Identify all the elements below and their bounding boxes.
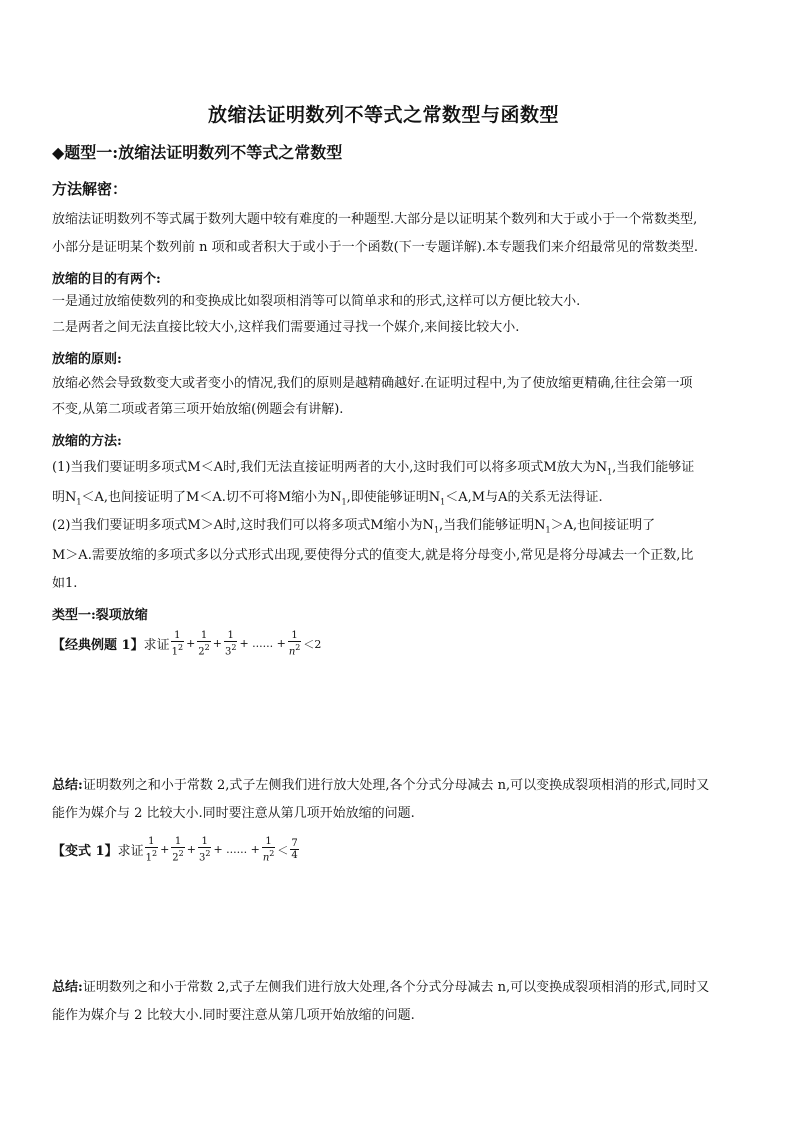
numerator: 1 <box>200 630 208 641</box>
method-heading: 方法解密： <box>52 180 128 198</box>
method-1-text-d: ＜A,也间接证明了M＜A.切不可将M缩小为N <box>81 490 342 505</box>
method-1-text-b: ,当我们能够证 <box>612 460 695 475</box>
variant-1-label: 【变式 1】 <box>52 844 118 860</box>
fraction-term-3 <box>198 836 211 863</box>
page-title: 放缩法证明数列不等式之常数型与函数型 <box>208 104 560 126</box>
denominator: $n^2$ <box>262 849 275 864</box>
summary-1-line-2: 能作为媒介与 2 比较大小.同时要注意从第几项开始放缩的问题. <box>52 806 415 821</box>
denominator: $n^2$ <box>288 643 301 658</box>
denominator: $1^2$ <box>145 849 158 864</box>
plus-sign: + <box>186 843 196 857</box>
numerator: 1 <box>148 836 155 847</box>
method-2-line-3: 如1. <box>52 576 78 591</box>
summary-1-label: 总结: <box>52 778 83 793</box>
denominator: $1^2$ <box>171 643 184 658</box>
numerator: 1 <box>174 836 182 847</box>
numerator: 7 <box>291 838 298 850</box>
variant-1-prefix: 求证 <box>117 844 144 860</box>
example-1-label: 【经典例题 1】 <box>52 638 144 654</box>
numerator: 1 <box>174 630 181 641</box>
principle-line-1: 放缩必然会导致数变大或者变小的情况,我们的原则是越精确越好.在证明过程中,为了使放缩更精确,往往会第一项 <box>52 376 693 391</box>
denominator: $2^2$ <box>198 643 210 658</box>
denominator: $3^2$ <box>198 849 211 864</box>
fraction-term-1 <box>145 836 158 863</box>
principle-heading: 放缩的原则: <box>52 352 122 367</box>
variant-1 <box>52 836 300 863</box>
plus-sign: + <box>212 637 222 651</box>
purpose-line-2: 二是两者之间无法直接比较大小,这样我们需要通过寻找一个媒介,来间接比较大小. <box>52 320 520 335</box>
example-1-rhs: ＜2 <box>303 637 322 651</box>
numerator: 1 <box>227 630 234 641</box>
subscript: 1 <box>440 497 446 507</box>
method-1-line-2 <box>52 490 603 511</box>
subscript: 1 <box>433 525 440 535</box>
plus-sign: + <box>160 843 170 857</box>
denominator: $3^2$ <box>224 643 237 658</box>
purpose-heading: 放缩的目的有两个: <box>52 272 161 287</box>
summary-2-line-2: 能作为媒介与 2 比较大小.同时要注意从第几项开始放缩的问题. <box>52 1008 415 1023</box>
subscript: 1 <box>607 467 613 477</box>
method-1-text-f: ＜A,M与A的关系无法得证. <box>445 490 603 505</box>
method-2-line-1 <box>52 518 655 539</box>
method-2-line-2: M＞A.需要放缩的多项式多以分式形式出现,要使得分式的值变大,就是将分母变小,常见是将分母减去一个正数,比 <box>52 548 694 563</box>
summary-2-line-1 <box>52 980 709 996</box>
example-1 <box>52 630 322 657</box>
method-1-text-c: 明N <box>52 490 77 505</box>
subscript: 1 <box>545 525 551 535</box>
principle-line-2: 不变,从第二项或者第三项开始放缩(例题会有讲解). <box>52 402 344 417</box>
method-1-line-1 <box>52 460 694 481</box>
methods-heading: 放缩的方法: <box>52 434 122 449</box>
summary-1-text: 证明数列之和小于常数 2,式子左侧我们进行放大处理,各个分式分母减去 n,可以变换成裂项相消的形式,同时又 <box>82 778 710 793</box>
ellipsis: + ...... + <box>239 637 286 651</box>
fraction-term-1 <box>171 630 184 657</box>
numerator: 1 <box>201 836 208 847</box>
variant-1-rhs-fraction <box>290 838 298 861</box>
section-heading: ◆题型一:放缩法证明数列不等式之常数型 <box>52 143 343 162</box>
intro-line-1: 放缩法证明数列不等式属于数列大题中较有难度的一种题型.大部分是以证明某个数列和大于或小于一个常数类型, <box>52 212 698 227</box>
purpose-line-1: 一是通过放缩使数列的和变换成比如裂项相消等可以简单求和的形式,这样可以方便比较大小. <box>52 294 581 309</box>
fraction-term-n <box>262 836 276 863</box>
numerator: 1 <box>265 836 272 847</box>
method-1-text-a: (1)当我们要证明多项式M＜A时,我们无法直接证明两者的大小,这时我们可以将多项式M放大为N <box>52 460 608 475</box>
intro-line-2: 小部分是证明某个数列前 n 项和或者积大于或小于一个函数(下一专题详解).本专题我们来介绍最常见的常数类型. <box>52 240 699 255</box>
numerator: 1 <box>291 630 298 641</box>
method-1-text-e: ,即使能够证明N <box>346 490 441 505</box>
method-2-text-a: (2)当我们要证明多项式M＞A时,这时我们可以将多项式M缩小为N <box>52 518 434 533</box>
plus-sign: + <box>186 637 196 651</box>
example-1-prefix: 求证 <box>143 638 170 654</box>
subscript: 1 <box>76 497 82 507</box>
ellipsis: + ...... + <box>213 843 260 857</box>
type-1-heading: 类型一:裂项放缩 <box>52 608 148 623</box>
fraction-term-3 <box>224 630 237 657</box>
fraction-term-n <box>288 630 302 657</box>
less-than-sign: ＜ <box>277 843 289 857</box>
denominator: $2^2$ <box>172 849 184 864</box>
method-2-text-b: ,当我们能够证明N <box>439 518 546 533</box>
subscript: 1 <box>341 497 347 507</box>
denominator: 4 <box>291 850 298 862</box>
method-2-text-c: ＞A,也间接证明了 <box>550 518 656 533</box>
fraction-term-2 <box>197 630 210 657</box>
summary-1-line-1 <box>52 778 709 794</box>
fraction-term-2 <box>171 836 184 863</box>
summary-2-label: 总结: <box>52 980 83 995</box>
summary-2-text: 证明数列之和小于常数 2,式子左侧我们进行放大处理,各个分式分母减去 n,可以变换成裂项相消的形式,同时又 <box>82 980 710 995</box>
